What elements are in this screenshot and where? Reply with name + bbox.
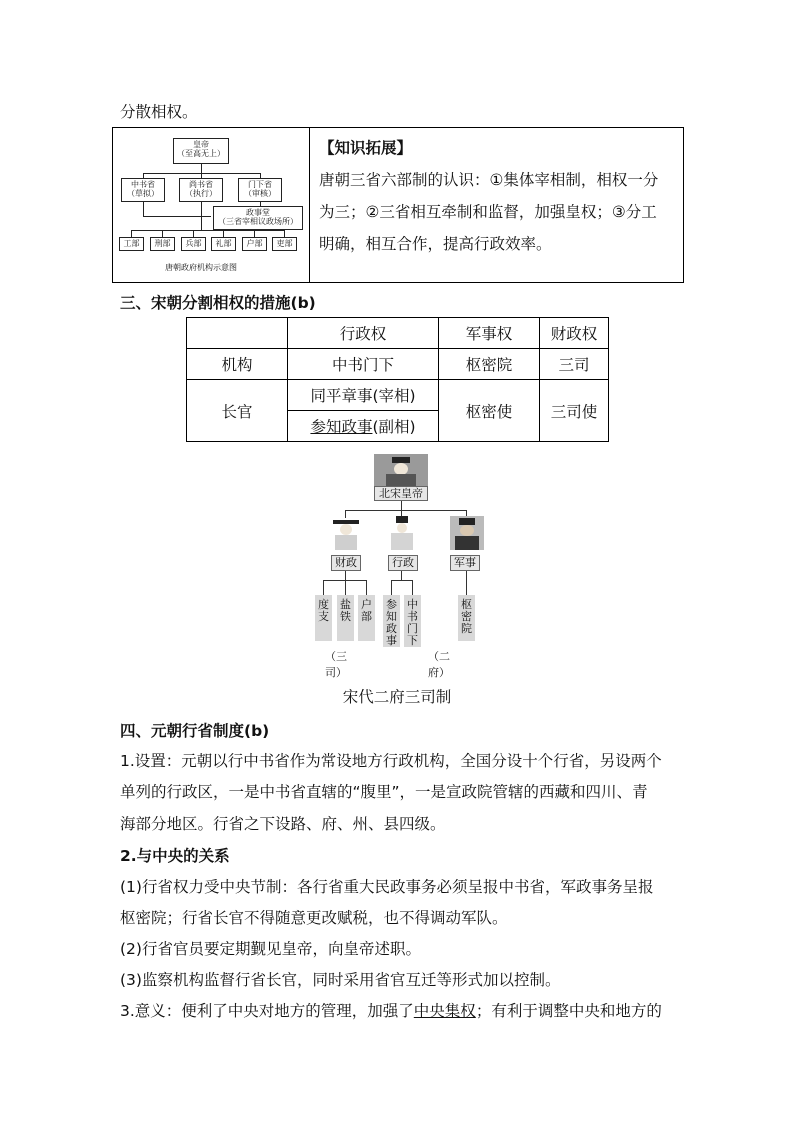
section4-title: 四、元朝行省制度(b) — [120, 722, 270, 740]
table-cell-rest: (副相) — [372, 418, 416, 436]
tang-emperor: 皇帝 — [193, 140, 209, 149]
tang-menxia-note: （审核） — [244, 189, 276, 198]
table-header-blank — [187, 318, 288, 349]
body-line-last — [120, 1000, 662, 1022]
tang-zhongshu-note: （草拟） — [127, 189, 159, 198]
body-line: 海部分地区。行省之下设路、府、州、县四级。 — [120, 815, 446, 833]
tang-shangshu-note: （执行） — [185, 189, 217, 198]
section3-title: 三、宋朝分割相权的措施(b) — [120, 294, 316, 312]
table-cell: 三司 — [540, 349, 609, 380]
song-power-table — [186, 317, 609, 442]
song-chart-caption: 宋代二府三司制 — [342, 688, 452, 706]
finance-group-caption: （三司） — [325, 650, 347, 679]
military-label: 军事 — [450, 555, 480, 571]
tang-ministry: 吏部 — [272, 237, 297, 251]
last-line-after: ；有利于调整中央和地方的 — [475, 1002, 662, 1020]
table-cell — [288, 411, 439, 442]
table-cell: 同平章事(宰相) — [288, 380, 439, 411]
admin-item: 中书门下 — [404, 595, 421, 647]
tang-shangshu: 尚书省 — [189, 180, 213, 189]
body-line: 1.设置：元朝以行中书省作为常设地方行政机构，全国分设十个行省，另设两个 — [120, 752, 662, 770]
underlined-term: 中央集权 — [413, 1002, 476, 1020]
knowledge-text — [319, 132, 679, 260]
tang-zhengshitang-box — [213, 206, 303, 230]
box-divider — [309, 128, 310, 282]
finance-item: 度支 — [315, 595, 332, 641]
finance-official-portrait — [331, 518, 361, 550]
knowledge-line: 唐朝三省六部制的认识：①集体宰相制，相权一分 — [319, 171, 659, 189]
tang-emperor-note: （至高无上） — [177, 149, 225, 158]
military-official-portrait — [450, 516, 484, 550]
admin-group-caption: （二府） — [428, 650, 450, 679]
tang-ministry: 刑部 — [150, 237, 175, 251]
tang-zhengshitang-note: （三省宰相议政场所） — [218, 217, 298, 226]
tang-ministry: 兵部 — [181, 237, 206, 251]
admin-official-portrait — [388, 516, 416, 550]
knowledge-title: 【知识拓展】 — [319, 139, 413, 157]
tang-org-chart — [113, 128, 309, 284]
table-cell: 三司使 — [540, 380, 609, 442]
finance-label: 财政 — [331, 555, 361, 571]
knowledge-line: 为三；②三省相互牵制和监督，加强皇权；③分工 — [319, 203, 657, 221]
body-line: 单列的行政区，一是中书省直辖的“腹里”，一是宣政院管辖的西藏和四川、青 — [120, 783, 648, 801]
table-header: 财政权 — [540, 318, 609, 349]
tang-menxia: 门下省 — [248, 180, 272, 189]
tang-shangshu-box — [179, 178, 223, 202]
table-cell: 中书门下 — [288, 349, 439, 380]
tang-ministry: 工部 — [119, 237, 144, 251]
tang-ministry: 礼部 — [211, 237, 236, 251]
tang-zhongshu: 中书省 — [131, 180, 155, 189]
body-line: (1)行省权力受中央节制：各行省重大民政事务必须呈报中书省，军政事务呈报 — [120, 878, 654, 896]
emperor-portrait — [374, 454, 428, 486]
tang-emperor-box — [173, 138, 229, 164]
table-header: 军事权 — [439, 318, 540, 349]
table-header: 行政权 — [288, 318, 439, 349]
admin-item: 参知政事 — [383, 595, 400, 647]
military-item: 枢密院 — [458, 595, 475, 641]
table-cell: 枢密院 — [439, 349, 540, 380]
tang-zhongshu-box — [121, 178, 165, 202]
tang-ministry: 户部 — [242, 237, 267, 251]
knowledge-box — [112, 127, 684, 283]
finance-item: 户部 — [358, 595, 375, 641]
finance-item: 盐铁 — [337, 595, 354, 641]
tang-zhengshitang: 政事堂 — [246, 208, 270, 217]
tang-chart-caption: 唐朝政府机构示意图 — [165, 263, 237, 272]
last-line-before: 3.意义：便利了中央对地方的管理，加强了 — [120, 1002, 414, 1020]
song-emperor-label: 北宋皇帝 — [374, 486, 428, 501]
table-cell: 枢密使 — [439, 380, 540, 442]
admin-label: 行政 — [388, 555, 418, 571]
knowledge-line: 明确，相互合作，提高行政效率。 — [319, 235, 552, 253]
underlined-term: 参知政事 — [310, 418, 373, 436]
body-line: (3)监察机构监督行省长官，同时采用省官互迁等形式加以控制。 — [120, 971, 561, 989]
row-label: 机构 — [187, 349, 288, 380]
tang-menxia-box — [238, 178, 282, 202]
body-line: 2.与中央的关系 — [120, 847, 230, 865]
body-line: (2)行省官员要定期觐见皇帝，向皇帝述职。 — [120, 940, 421, 958]
intro-tail: 分散相权。 — [120, 103, 198, 121]
body-line: 枢密院；行省长官不得随意更改赋税，也不得调动军队。 — [120, 909, 508, 927]
row-label: 长官 — [187, 380, 288, 442]
